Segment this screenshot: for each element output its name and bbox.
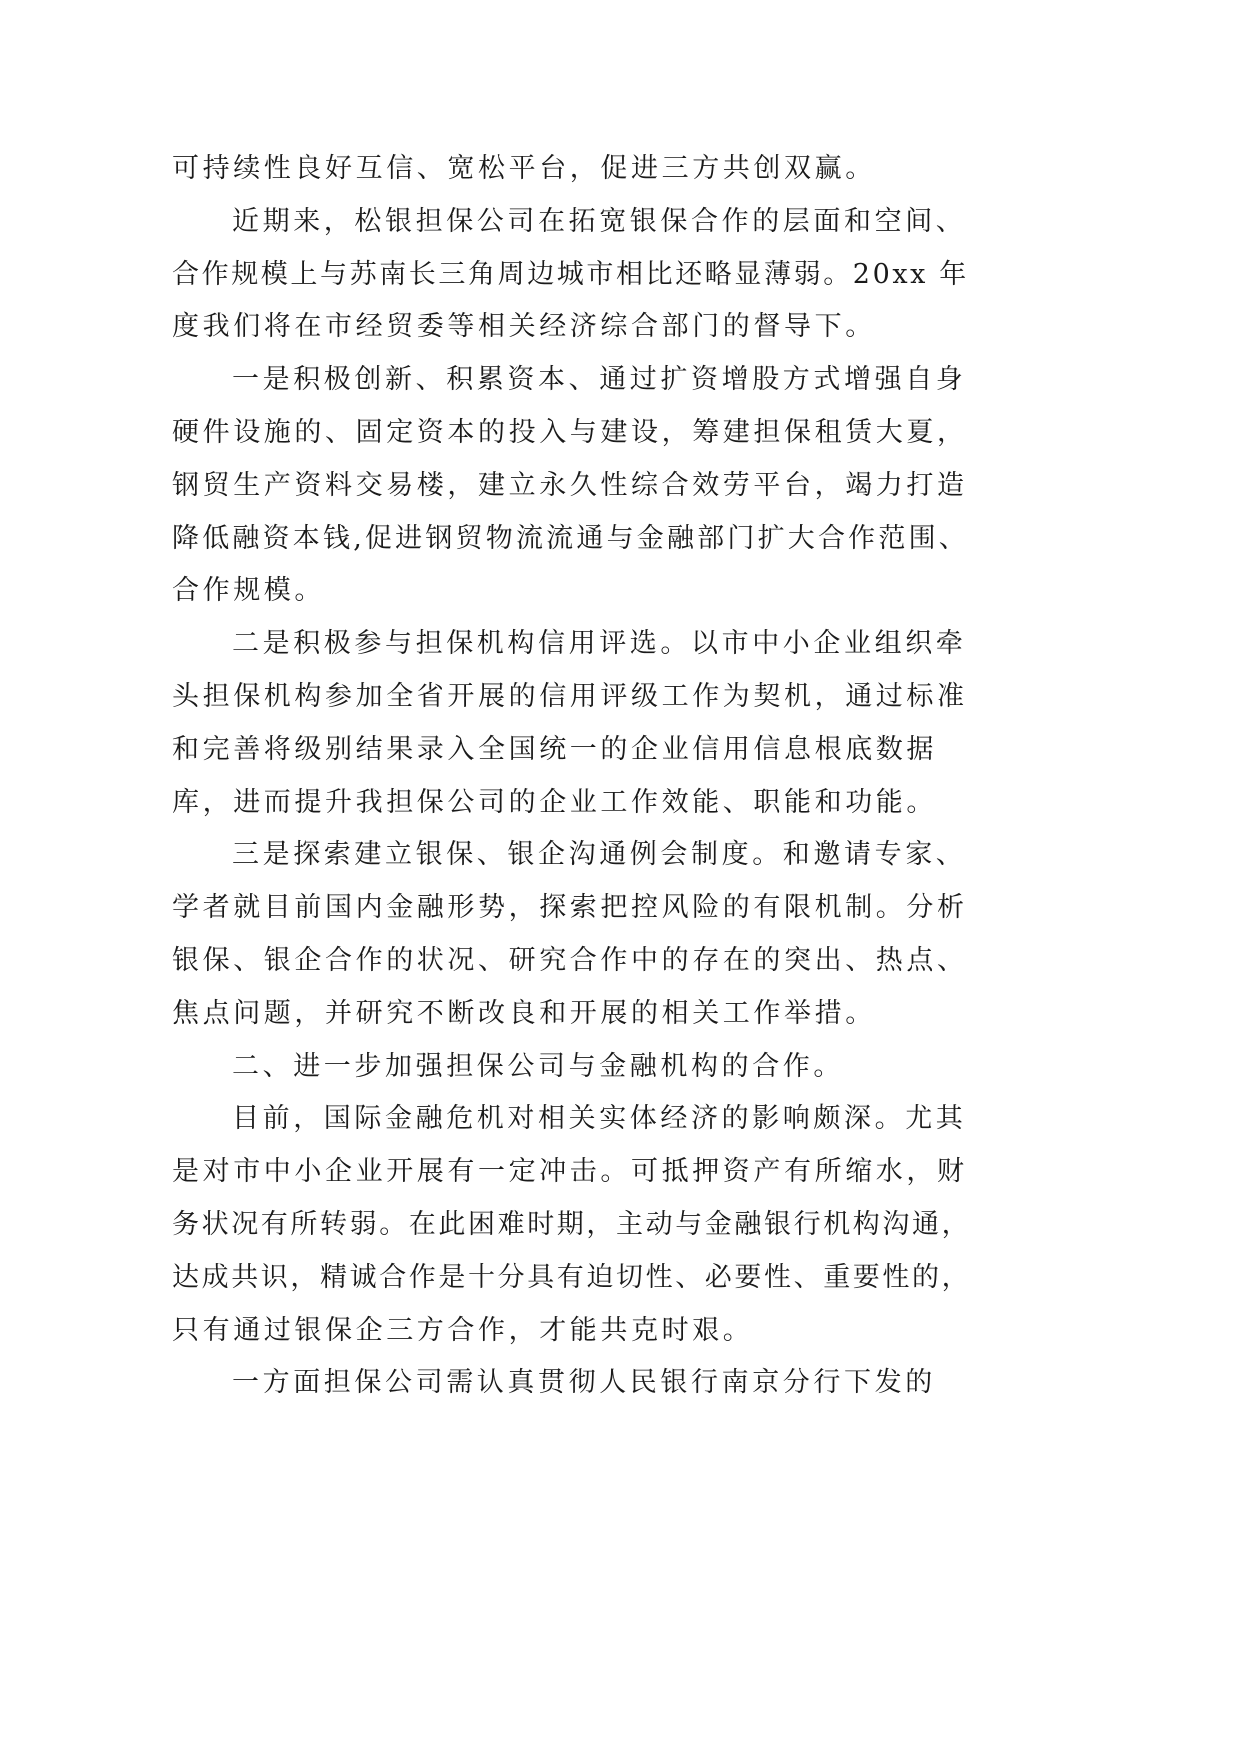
text-line: 合作规模。 xyxy=(172,575,325,607)
text-line: 和完善将级别结果录入全国统一的企业信用信息根底数据 xyxy=(172,733,937,765)
text-line: 合作规模上与苏南长三角周边城市相比还略显薄弱。20xx 年 xyxy=(172,258,969,290)
text-line: 是对市中小企业开展有一定冲击。可抵押资产有所缩水，财 xyxy=(172,1156,968,1188)
text-line: 二是积极参与担保机构信用评选。以市中小企业组织牵 xyxy=(232,628,967,660)
text-line: 一方面担保公司需认真贯彻人民银行南京分行下发的 xyxy=(232,1367,936,1399)
text-line: 银保、银企合作的状况、研究合作中的存在的突出、热点、 xyxy=(172,944,968,976)
text-line: 近期来，松银担保公司在拓宽银保合作的层面和空间、 xyxy=(232,205,967,237)
text-line: 一是积极创新、积累资本、通过扩资增股方式增强自身 xyxy=(232,364,967,396)
text-line: 可持续性良好互信、宽松平台，促进三方共创双赢。 xyxy=(172,153,876,184)
text-line: 学者就目前国内金融形势，探索把控风险的有限机制。分析 xyxy=(172,892,968,924)
text-line: 三是探索建立银保、银企沟通例会制度。和邀请专家、 xyxy=(232,839,967,871)
text-line: 达成共识，精诚合作是十分具有迫切性、必要性、重要性的， xyxy=(172,1261,972,1293)
text-line: 钢贸生产资料交易楼，建立永久性综合效劳平台，竭力打造 xyxy=(172,469,968,501)
text-line: 只有通过银保企三方合作，才能共克时艰。 xyxy=(172,1314,754,1346)
text-line: 硬件设施的、固定资本的投入与建设，筹建担保租赁大夏， xyxy=(172,416,968,448)
text-line: 二、进一步加强担保公司与金融机构的合作。 xyxy=(232,1050,844,1082)
text-line: 头担保机构参加全省开展的信用评级工作为契机，通过标准 xyxy=(172,680,968,712)
text-line: 度我们将在市经贸委等相关经济综合部门的督导下。 xyxy=(172,311,876,343)
text-line: 目前，国际金融危机对相关实体经济的影响颇深。尤其 xyxy=(232,1103,967,1135)
text-line: 库，进而提升我担保公司的企业工作效能、职能和功能。 xyxy=(172,786,937,818)
text-line: 焦点问题，并研究不断改良和开展的相关工作举措。 xyxy=(172,997,876,1029)
text-line: 务状况有所转弱。在此困难时期，主动与金融银行机构沟通， xyxy=(172,1208,972,1240)
body-text xyxy=(172,143,972,1410)
text-line: 降低融资本钱,促进钢贸物流流通与金融部门扩大合作范围、 xyxy=(172,522,969,554)
